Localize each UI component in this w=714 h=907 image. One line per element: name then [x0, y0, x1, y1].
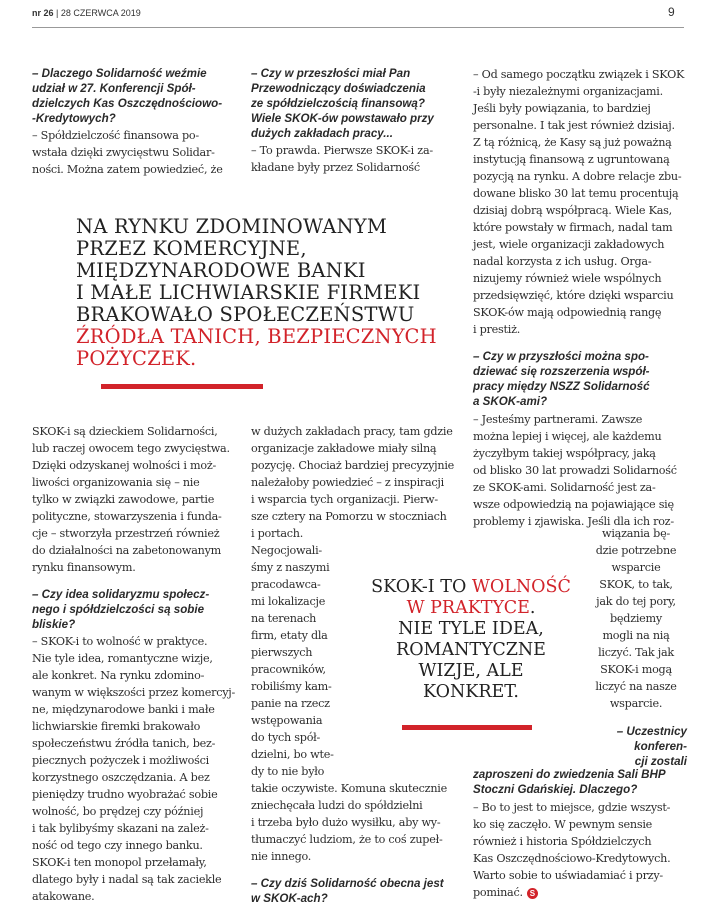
pull-quote-2-line2: [356, 598, 586, 619]
col2-wrap-paragraph: Negocjowali- śmy z naszymi pracodawca- mi lokalizacje na terenach firm, etaty dla pierwszych pracowników, robiliśmy kam- panie na rzecz wstępowania do tych spół- dzielni, bo wte- dy to nie było: [251, 544, 334, 778]
issue-date: 28 CZERWCA 2019: [60, 8, 141, 18]
pull-quote-2-red-1: WOLNOŚĆ: [471, 577, 571, 597]
answer-bhp-hall-text: – Bo to jest to miejsce, gdzie wszyst- ko się zaczęło. W pewnym sensie również i historia Spółdzielczych Kas Oszczędnościowo-Kredytowych. Warto sobie to uświadamiać i przy- pominać.: [473, 801, 671, 899]
question-solidarity-in-skok: – Czy dziś Solidarność obecna jest w SKOK-ach?: [251, 877, 444, 905]
pull-quote-2: [356, 577, 586, 703]
pull-quote-2-dot: .: [529, 598, 536, 618]
answer-bhp-hall: [473, 799, 688, 901]
col2-top: [251, 66, 461, 176]
col2-bottom: [251, 423, 463, 542]
question-future-cooperation: – Czy w przyszłości można spo- dziewać się rozszerzenia współ- pracy między NSZZ Solidarność a SKOK-ami?: [473, 350, 650, 408]
col1-paragraph: SKOK-i są dzieckiem Solidarności, lub raczej owocem tego zwycięstwa. Dzięki odzyskanej wolności i moż- liwości organizowania się – nie tylko w związki zawodowe, partie polityczne, stowarzyszenia i funda- cje – stworzyła przestrzeń również do działalności na zabetonowanym rynku finansowym.: [32, 425, 230, 574]
col3-bottom: [473, 767, 688, 901]
page-number: 9: [668, 5, 675, 19]
question-past-experience: – Czy w przeszłości miał Pan Przewodniczący doświadczenia ze spółdzielczością finansową? Wiele SKOK-ów powstawało przy dużych zakładach pracy...: [251, 67, 434, 140]
answer-past-experience: – To prawda. Pierwsze SKOK-i za- kładane były przez Solidarność: [251, 144, 433, 174]
answer-future-cooperation-continued: wiązania bę- dzie potrzebne wsparcie SKOK, to tak, jak do tej pory, będziemy mogli na nią liczyć. Tak jak SKOK-i mogą liczyć na nasze wsparcie.: [595, 527, 677, 710]
answer-why-conference: – Spółdzielczość finansowa po- wstała dzięki zwycięstwu Solidar- ności. Można zatem powiedzieć, że: [32, 129, 223, 176]
col2-after-paragraph: takie oczywiste. Komuna skutecznie zniechęcała ludzi do spółdzielni i trzeba było dużo wysiłku, aby wy- tłumaczyć ludziom, że to coś zupeł- nie innego.: [251, 782, 447, 863]
pull-quote-2-black-start: SKOK-I TO: [371, 577, 472, 597]
issue-header: [32, 8, 141, 18]
pull-quote-1: [76, 216, 456, 370]
pull-quote-1-rule: [101, 384, 263, 389]
answer-solidarity-idea: – SKOK-i to wolność w praktyce. Nie tyle idea, romantyczne wizje, ale konkret. Na rynku zdomino- wanym w większości przez komercyj- ne, międzynarodowe banki i małe lichwiarskie firemki brakowało społeczeństwu źródła tanich, bez- piecznych pożyczek i możliwości korzystnego oszczędzania. A bez pieniędzy trudno wyobrażać sobie wolność, bo prędzej czy później i tak bylibyśmy skazani na zależ- ność od tego czy innego banku. SKOK-i ten monopol przełamały, dlatego były i nadal są tak zaciekle atakowane.: [32, 635, 236, 903]
pull-quote-2-rest: NIE TYLE IDEA, ROMANTYCZNE WIZJE, ALE KONKRET.: [396, 619, 546, 702]
col1-bottom: [32, 423, 244, 905]
question-why-conference: – Dlaczego Solidarność weźmie udział w 27. Konferencji Spół- dzielczych Kas Oszczędnościowo- -Kredytowych?: [32, 67, 223, 125]
question-bhp-hall-start: – Uczestnicy konferen- cji zostali: [616, 725, 687, 768]
pull-quote-2-red-2: W PRAKTYCE: [406, 598, 530, 618]
issue-number: nr 26: [32, 8, 54, 18]
header-separator: |: [56, 8, 61, 18]
pull-quote-1-black: NA RYNKU ZDOMINOWANYM PRZEZ KOMERCYJNE, MIĘDZYNARODOWE BANKI I MAŁE LICHWIARSKIE FIRMEKI BRAKOWAŁO SPOŁECZEŃSTWU: [76, 215, 421, 326]
pull-quote-2-rule: [402, 725, 532, 730]
header-rule: [32, 27, 684, 28]
col2-wrap: [251, 542, 351, 780]
answer-future-cooperation: – Jesteśmy partnerami. Zawsze można lepiej i więcej, ale każdemu życzyłbym takiej współpracy, jaką od blisko 30 lat prowadzi Solidarność ze SKOK-ami. Solidarność jest za- wsze odpowiedzią na pojawiające się problemy i zjawiska. Jeśli dla ich roz-: [473, 413, 677, 528]
col2-paragraph: w dużych zakładach pracy, tam gdzie organizacje zakładowe miały silną pozycję. Chociaż bardziej precyzyjnie należałoby powiedzieć – z inspiracji i wsparcia tych organizacji. Pierw- sze cztery na Pomorzu w stoczniach i portach.: [251, 425, 455, 540]
pull-quote-2-line1: [356, 577, 586, 598]
col2-after: [251, 780, 463, 906]
col3-wrap: [585, 525, 687, 769]
pull-quote-1-red: ŹRÓDŁA TANICH, BEZPIECZNYCH POŻYCZEK.: [76, 325, 437, 370]
question-bhp-hall: zaproszeni do zwiedzenia Sali BHP Stoczni Gdańskiej. Dlaczego?: [473, 768, 666, 796]
col3-paragraph: – Od samego początku związek i SKOK -i były niezależnymi organizacjami. Jeśli były powiązania, to bardziej personalne. I tak jest również dzisiaj. Z tą różnicą, że Kasy są już poważną instytucją finansową z ugruntowaną pozycją na rynku. A dobre relacje zbu- dowane blisko 30 lat temu procentują dzisiaj dobrą współpracą. Wiele Kas, które powstały w firmach, nadal tam jest, wiele organizacji zakładowych nadal korzysta z ich usług. Orga- nizujemy również wiele wspólnych przedsięwzięć, które dzięki wsparciu SKOK-ów mają odpowiednią rangę i prestiż.: [473, 68, 685, 336]
end-mark-icon: S: [527, 888, 538, 899]
question-solidarity-idea: – Czy idea solidaryzmu społecz- nego i spółdzielczości są sobie bliskie?: [32, 588, 210, 631]
col3-top: [473, 66, 688, 530]
col1-top: [32, 66, 242, 178]
